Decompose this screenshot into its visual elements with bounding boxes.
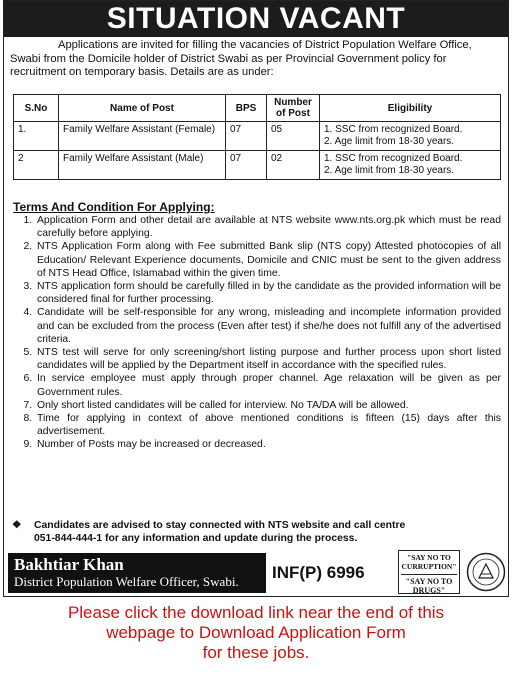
table-row: [14, 151, 501, 180]
officer-name: Bakhtiar Khan: [14, 555, 124, 574]
download-notice-line: for these jobs.: [202, 643, 310, 662]
contact-note: [12, 519, 502, 545]
eligibility-line: 1. SSC from recognized Board.: [324, 153, 463, 164]
download-notice-line: Please click the download link near the end of this: [67, 603, 445, 622]
government-seal-icon: [466, 552, 506, 592]
list-item: 9. Number of Posts may be increased or decreased.: [35, 438, 501, 451]
eligibility-line: 1. SSC from recognized Board.: [324, 124, 463, 135]
intro-paragraph: Applications are invited for filling the vacancies of District Population Welfare Office, Swabi from the Domicile holder of District Swabi as per Provincial Government policy for recruitment on temporary basis. Details are as under:: [10, 39, 472, 78]
terms-heading: Terms And Condition For Applying:: [13, 200, 215, 214]
officer-designation: District Population Welfare Officer, Swabi.: [14, 574, 239, 589]
note-line: 051-844-444-1 for any information and update during the process.: [34, 533, 358, 544]
col-header-bps: BPS: [226, 95, 267, 122]
list-item: 5. NTS test will serve for only screening/short listing purpose and further process upon short listed candidates will be applied by the Department itself in accordance with the specified rules.: [35, 346, 501, 372]
note-text: Candidates are advised to stay connected with NTS website and call centre: [34, 520, 406, 531]
page-title: SITUATION VACANT: [4, 1, 508, 37]
col-header-sno: S.No: [14, 95, 59, 122]
advertisement: [3, 0, 509, 597]
col-header-count: Number of Post: [267, 95, 320, 122]
cell-sno: 1.: [14, 122, 59, 151]
signature-block: [8, 553, 266, 593]
vacancy-table: [13, 94, 501, 180]
col-header-post: Name of Post: [59, 95, 226, 122]
note-line: [12, 519, 502, 532]
list-item: 8. Time for applying in context of above mentioned conditions is fifteen (15) days after this advertisement.: [35, 412, 501, 438]
cell-post: Family Welfare Assistant (Female): [59, 122, 226, 151]
col-header-eligibility: Eligibility: [320, 95, 501, 122]
download-notice: [0, 603, 512, 663]
list-item: 2. NTS Application Form along with Fee submitted Bank slip (NTS copy) Attested photocopies of all Education/ Relevant Experience documents, Domicile and CNIC must be sent to the given address of NTS Head Office, Islamabad within the given time.: [35, 240, 501, 280]
list-item: 6. In service employee must apply through proper channel. Age relaxation will be given as per Government rules.: [35, 372, 501, 398]
terms-list: [13, 214, 501, 452]
cell-bps: 07: [226, 122, 267, 151]
inf-code: INF(P) 6996: [272, 563, 365, 582]
cell-sno: 2: [14, 151, 59, 180]
table-header-row: [14, 95, 501, 122]
cell-bps: 07: [226, 151, 267, 180]
table-row: [14, 122, 501, 151]
eligibility-line: 2. Age limit from 18-30 years.: [324, 165, 455, 176]
eligibility-line: 2. Age limit from 18-30 years.: [324, 136, 455, 147]
list-item: 3. NTS application form should be carefully filled in by the candidate as the provided information will be considered final for further processing.: [35, 280, 501, 306]
stamp-line: "SAY NO TO CURRUPTION": [401, 553, 457, 571]
list-item: 1. Application Form and other detail are available at NTS website www.nts.org.pk which must be read carefully before applying.: [35, 214, 501, 240]
cell-count: 02: [267, 151, 320, 180]
slogan-stamp: [398, 550, 460, 594]
cell-count: 05: [267, 122, 320, 151]
download-notice-line: webpage to Download Application Form: [106, 623, 406, 642]
list-item: 7. Only short listed candidates will be called for interview. No TA/DA will be allowed.: [35, 399, 501, 412]
list-item: 4. Candidate will be self-responsible for any wrong, misleading and incomplete information provided and can be excluded from the process (Even after test) if she/he does not fulfill any of the advertised criteria.: [35, 306, 501, 346]
diamond-bullet-icon: ❖: [12, 520, 22, 531]
cell-post: Family Welfare Assistant (Male): [59, 151, 226, 180]
cell-eligibility: [320, 151, 501, 180]
stamp-line: "SAY NO TO DRUGS": [401, 574, 457, 595]
cell-eligibility: [320, 122, 501, 151]
